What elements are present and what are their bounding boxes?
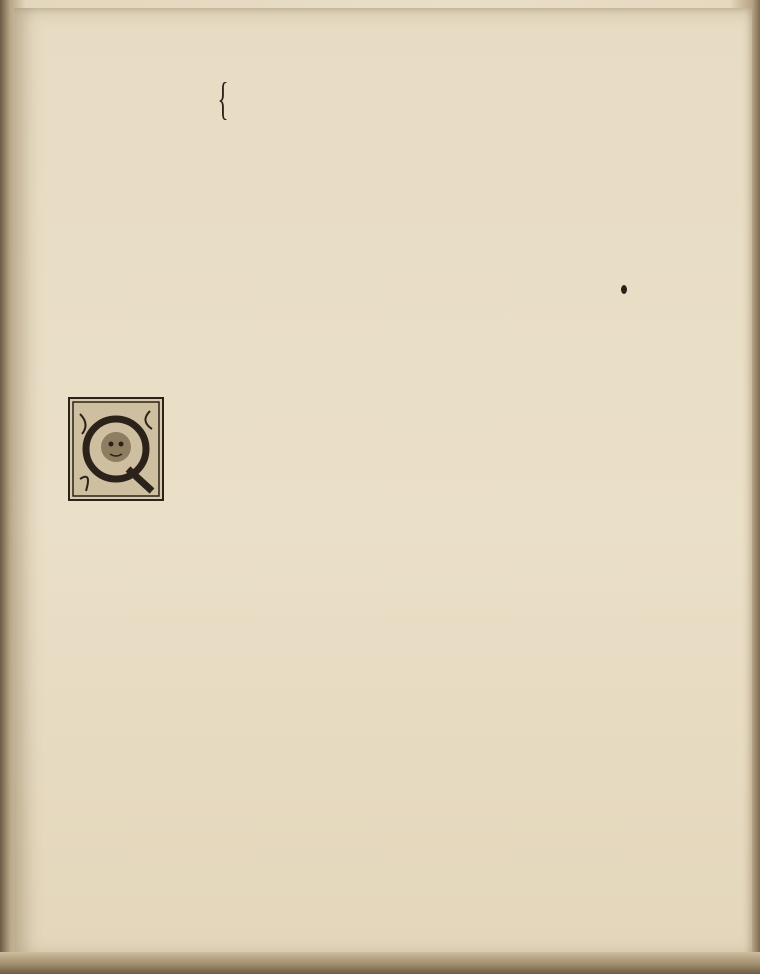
curly-brace-icon: { [217,73,229,124]
ink-blot [621,285,627,294]
woodcut-initial-icon [70,399,162,499]
page-bottom-edge [0,952,760,974]
index-brace-entry [103,73,583,124]
decorated-initial-q [68,397,164,501]
summary-index [103,75,583,124]
